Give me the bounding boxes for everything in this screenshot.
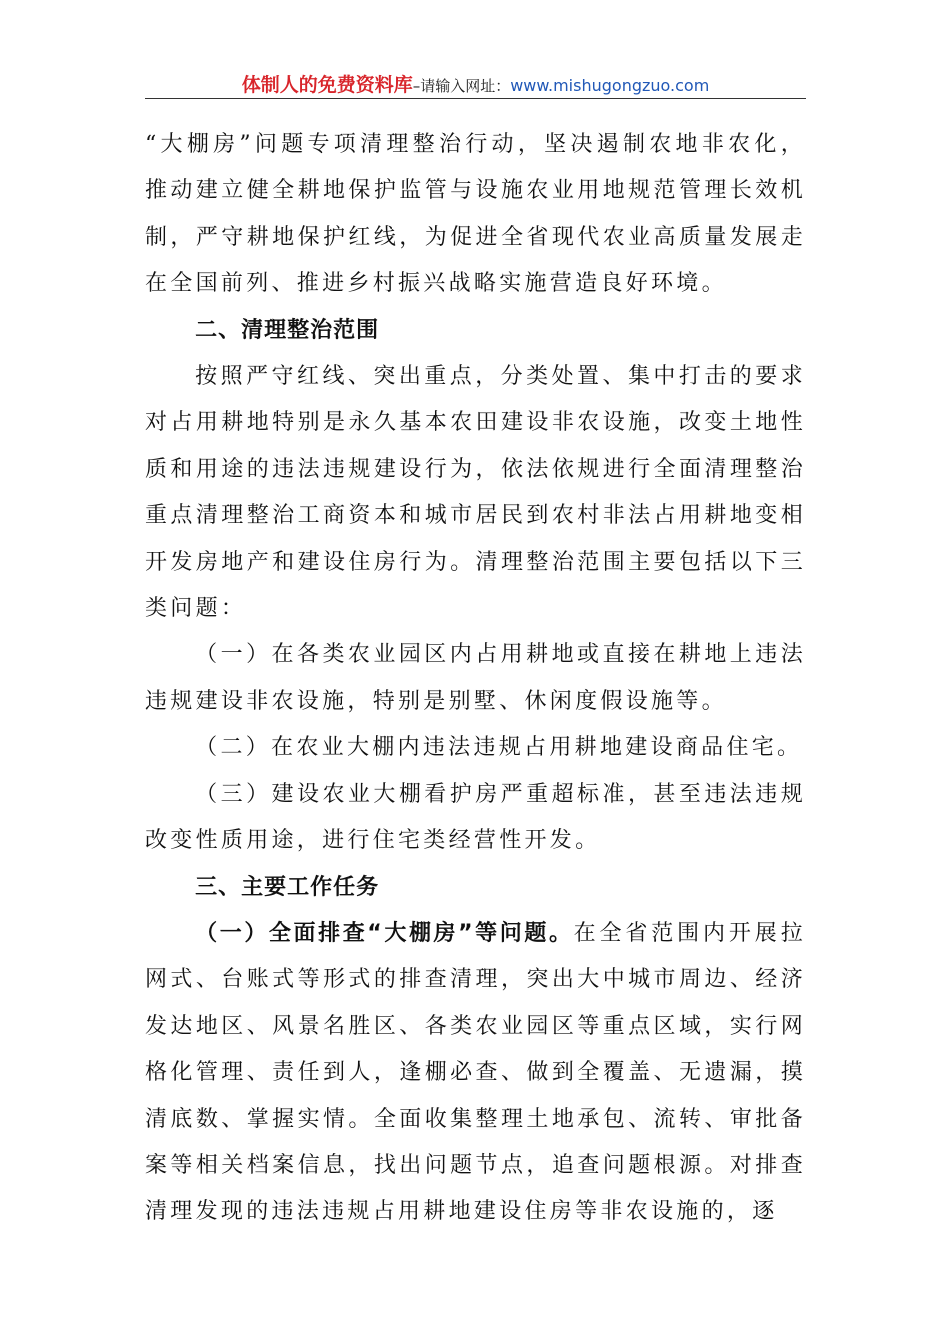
paragraph-body: 在全省范围内开展拉网式、台账式等形式的排查清理，突出大中城市周边、经济发达地区、风景名胜区、各类农业园区等重点区域，实行网格化管理、责任到人，逢棚必查、做到全覆盖、无遗漏，摸清底数、掌握实情。全面收集整理土地承包、流转、审批备案等相关档案信息，找出问题节点，追查问题根源。对排查清理发现的违法违规占用耕地建设住房等非农设施的，逐 <box>145 920 807 1225</box>
paragraph <box>145 911 806 1236</box>
list-item: （二）在农业大棚内违法违规占用耕地建设商品住宅。 <box>195 735 803 761</box>
page-header <box>145 70 806 100</box>
paragraph: 按照严守红线、突出重点，分类处置、集中打击的要求对占用耕地特别是永久基本农田建设非农设施，改变土地性质和用途的违法违规建设行为，依法依规进行全面清理整治重点清理整治工商资本和城市居民到农村非法占用耕地变相开发房地产和建设住房行为。清理整治范围主要包括以下三类问题： <box>145 364 806 622</box>
header-prompt: –请输入网址： <box>412 77 511 95</box>
subsection-lead: （一）全面排查“大棚房”等问题。 <box>195 920 574 946</box>
document-body <box>145 122 806 1236</box>
list-item: （三）建设农业大棚看护房严重超标准，甚至违法违规改变性质用途，进行住宅类经营性开发。 <box>145 781 806 854</box>
header-divider <box>145 98 806 99</box>
section-heading: 三、主要工作任务 <box>195 874 380 900</box>
list-item: （一）在各类农业园区内占用耕地或直接在耕地上违法违规建设非农设施，特别是别墅、休闲度假设施等。 <box>145 642 806 714</box>
paragraph: “大棚房”问题专项清理整治行动，坚决遏制农地非农化，推动建立健全耕地保护监管与设施农业用地规范管理长效机制，严守耕地保护红线，为促进全省现代农业高质量发展走在全国前列、推进乡村振兴战略实施营造良好环境。 <box>145 132 806 297</box>
header-brand: 体制人的免费资料库 <box>241 74 413 96</box>
section-heading: 二、清理整治范围 <box>195 317 380 343</box>
header-url[interactable]: www.mishugongzuo.com <box>510 76 710 95</box>
